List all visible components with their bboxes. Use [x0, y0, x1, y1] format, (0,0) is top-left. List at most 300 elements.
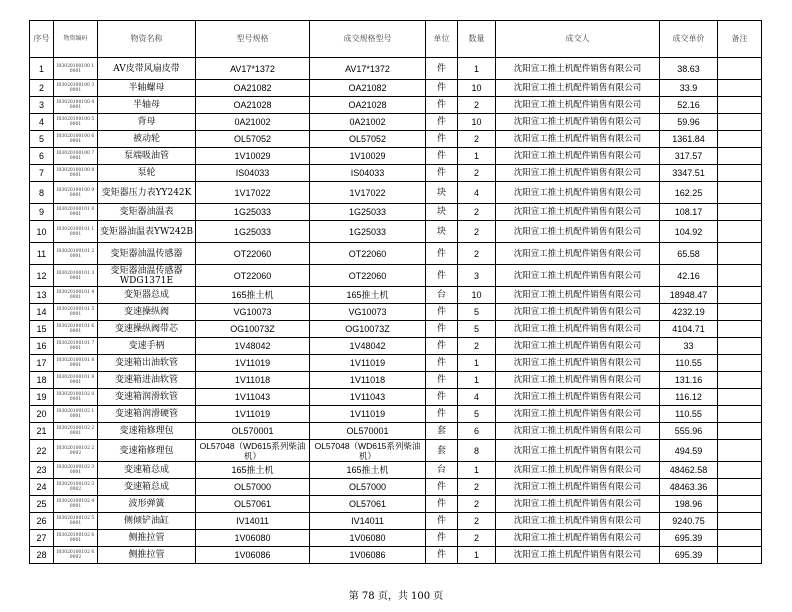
cell-material-code: I03020100100 60001 [54, 131, 98, 148]
cell-material-name: 变矩器总成 [98, 287, 196, 304]
cell-note [718, 80, 762, 97]
cell-unit: 块 [426, 204, 458, 221]
cell-deal-spec: 1V11018 [310, 372, 426, 389]
table-row [30, 114, 762, 131]
cell-unit: 件 [426, 372, 458, 389]
cell-note [718, 479, 762, 496]
cell-row-number: 23 [30, 462, 54, 479]
cell-note [718, 462, 762, 479]
cell-supplier: 沈阳宣工推土机配件销售有限公司 [496, 165, 660, 182]
cell-note [718, 221, 762, 243]
cell-unit: 件 [426, 131, 458, 148]
col-header-no: 序号 [30, 21, 54, 58]
cell-spec: 1G25033 [196, 204, 310, 221]
cell-deal-spec: 1G25033 [310, 204, 426, 221]
cell-material-name: 变矩器油温传感器 [98, 243, 196, 265]
cell-quantity: 2 [458, 97, 496, 114]
cell-deal-spec: OG10073Z [310, 321, 426, 338]
cell-deal-spec: 1V11043 [310, 389, 426, 406]
cell-supplier: 沈阳宣工推土机配件销售有限公司 [496, 58, 660, 80]
cell-deal-spec: IS04033 [310, 165, 426, 182]
cell-material-name: AV皮带风扇皮带 [98, 58, 196, 80]
cell-note [718, 148, 762, 165]
cell-spec: IV14011 [196, 513, 310, 530]
cell-supplier: 沈阳宣工推土机配件销售有限公司 [496, 304, 660, 321]
table-row [30, 321, 762, 338]
cell-note [718, 406, 762, 423]
table-row [30, 58, 762, 80]
cell-material-code: I03020100100 80001 [54, 165, 98, 182]
cell-material-code: I03020100100 30001 [54, 80, 98, 97]
cell-row-number: 3 [30, 97, 54, 114]
cell-supplier: 沈阳宣工推土机配件销售有限公司 [496, 80, 660, 97]
cell-spec: 1V17022 [196, 182, 310, 204]
cell-material-code: I03020100100 50001 [54, 114, 98, 131]
cell-row-number: 1 [30, 58, 54, 80]
table-row [30, 97, 762, 114]
cell-deal-spec: AV17*1372 [310, 58, 426, 80]
cell-row-number: 20 [30, 406, 54, 423]
cell-material-code: I03020100101 70001 [54, 338, 98, 355]
cell-quantity: 2 [458, 204, 496, 221]
table-row [30, 338, 762, 355]
cell-deal-spec: OT22060 [310, 243, 426, 265]
cell-deal-spec: OT22060 [310, 265, 426, 287]
cell-unit: 件 [426, 479, 458, 496]
cell-quantity: 2 [458, 221, 496, 243]
cell-material-code: I03020100101 00001 [54, 204, 98, 221]
table-row [30, 221, 762, 243]
cell-material-code: I03020100100 40001 [54, 97, 98, 114]
cell-unit: 件 [426, 530, 458, 547]
cell-quantity: 1 [458, 372, 496, 389]
cell-material-name: 变速箱进油软管 [98, 372, 196, 389]
cell-spec: 1V06086 [196, 547, 310, 564]
cell-unit: 件 [426, 338, 458, 355]
cell-note [718, 131, 762, 148]
cell-spec: 1V10029 [196, 148, 310, 165]
cell-supplier: 沈阳宣工推土机配件销售有限公司 [496, 204, 660, 221]
cell-unit-price: 33.9 [660, 80, 718, 97]
cell-row-number: 19 [30, 389, 54, 406]
cell-unit: 件 [426, 58, 458, 80]
cell-deal-spec: OL570001 [310, 423, 426, 440]
cell-note [718, 182, 762, 204]
cell-material-name: 变速手柄 [98, 338, 196, 355]
table-row [30, 513, 762, 530]
cell-material-name: 泵端吸油管 [98, 148, 196, 165]
cell-row-number: 18 [30, 372, 54, 389]
cell-deal-spec: OL57000 [310, 479, 426, 496]
cell-deal-spec: 1G25033 [310, 221, 426, 243]
cell-note [718, 355, 762, 372]
col-header-name: 物资名称 [98, 21, 196, 58]
cell-quantity: 2 [458, 243, 496, 265]
cell-quantity: 2 [458, 479, 496, 496]
cell-quantity: 1 [458, 148, 496, 165]
cell-spec: 1V48042 [196, 338, 310, 355]
cell-unit: 件 [426, 97, 458, 114]
cell-unit-price: 9240.75 [660, 513, 718, 530]
cell-material-code: I03020100100 70001 [54, 148, 98, 165]
cell-unit-price: 555.96 [660, 423, 718, 440]
cell-material-code: I03020100102 50001 [54, 513, 98, 530]
cell-quantity: 2 [458, 513, 496, 530]
cell-row-number: 2 [30, 80, 54, 97]
cell-material-code: I03020100100 90001 [54, 182, 98, 204]
procurement-table [29, 20, 762, 564]
cell-supplier: 沈阳宣工推土机配件销售有限公司 [496, 513, 660, 530]
col-header-spec: 型号规格 [196, 21, 310, 58]
cell-unit-price: 162.25 [660, 182, 718, 204]
cell-spec: OT22060 [196, 265, 310, 287]
col-header-supplier: 成交人 [496, 21, 660, 58]
cell-deal-spec: 165推土机 [310, 462, 426, 479]
table-row [30, 265, 762, 287]
cell-note [718, 440, 762, 462]
cell-spec: 1V11019 [196, 355, 310, 372]
cell-deal-spec: 1V06086 [310, 547, 426, 564]
cell-unit: 件 [426, 547, 458, 564]
cell-row-number: 24 [30, 479, 54, 496]
cell-material-code: I03020100101 80001 [54, 355, 98, 372]
cell-spec: OT22060 [196, 243, 310, 265]
cell-unit: 块 [426, 221, 458, 243]
cell-quantity: 2 [458, 530, 496, 547]
cell-deal-spec: VG10073 [310, 304, 426, 321]
cell-quantity: 1 [458, 58, 496, 80]
cell-supplier: 沈阳宣工推土机配件销售有限公司 [496, 182, 660, 204]
table-row [30, 165, 762, 182]
cell-supplier: 沈阳宣工推土机配件销售有限公司 [496, 97, 660, 114]
cell-note [718, 243, 762, 265]
cell-spec: OA21028 [196, 97, 310, 114]
cell-quantity: 10 [458, 287, 496, 304]
table-row [30, 80, 762, 97]
cell-material-code: I03020100101 10001 [54, 221, 98, 243]
cell-row-number: 26 [30, 513, 54, 530]
cell-supplier: 沈阳宣工推土机配件销售有限公司 [496, 406, 660, 423]
cell-note [718, 58, 762, 80]
cell-unit-price: 116.12 [660, 389, 718, 406]
cell-material-name: 变速箱出油软管 [98, 355, 196, 372]
cell-material-name: 变速箱润滑硬管 [98, 406, 196, 423]
cell-material-code: I03020100102 20002 [54, 440, 98, 462]
cell-note [718, 389, 762, 406]
cell-supplier: 沈阳宣工推土机配件销售有限公司 [496, 530, 660, 547]
cell-row-number: 14 [30, 304, 54, 321]
cell-spec: OA21082 [196, 80, 310, 97]
cell-row-number: 15 [30, 321, 54, 338]
cell-row-number: 25 [30, 496, 54, 513]
cell-quantity: 3 [458, 265, 496, 287]
cell-note [718, 513, 762, 530]
cell-unit: 件 [426, 165, 458, 182]
cell-material-name: 变速箱总成 [98, 462, 196, 479]
cell-quantity: 5 [458, 406, 496, 423]
cell-row-number: 9 [30, 204, 54, 221]
cell-supplier: 沈阳宣工推土机配件销售有限公司 [496, 479, 660, 496]
cell-note [718, 338, 762, 355]
cell-quantity: 4 [458, 182, 496, 204]
table-row [30, 389, 762, 406]
cell-quantity: 2 [458, 131, 496, 148]
cell-material-code: I03020100102 40001 [54, 496, 98, 513]
cell-spec: 1V11043 [196, 389, 310, 406]
cell-material-name: 半轴螺母 [98, 80, 196, 97]
cell-unit-price: 52.16 [660, 97, 718, 114]
cell-material-name: 半轴母 [98, 97, 196, 114]
cell-unit: 件 [426, 355, 458, 372]
cell-spec: AV17*1372 [196, 58, 310, 80]
cell-unit-price: 1361.84 [660, 131, 718, 148]
cell-unit: 台 [426, 287, 458, 304]
cell-material-name: 变矩器压力表YY242K [98, 182, 196, 204]
cell-supplier: 沈阳宣工推土机配件销售有限公司 [496, 496, 660, 513]
cell-row-number: 21 [30, 423, 54, 440]
col-header-code: 物资编码 [54, 21, 98, 58]
cell-unit-price: 33 [660, 338, 718, 355]
cell-material-name: 波形弹簧 [98, 496, 196, 513]
cell-supplier: 沈阳宣工推土机配件销售有限公司 [496, 243, 660, 265]
col-header-note: 备注 [718, 21, 762, 58]
cell-unit: 件 [426, 80, 458, 97]
cell-row-number: 17 [30, 355, 54, 372]
cell-note [718, 372, 762, 389]
cell-deal-spec: 165推土机 [310, 287, 426, 304]
cell-deal-spec: 1V11019 [310, 406, 426, 423]
cell-unit-price: 4232.19 [660, 304, 718, 321]
cell-spec: 165推土机 [196, 462, 310, 479]
cell-row-number: 4 [30, 114, 54, 131]
page-footer: 第 78 页，共 100 页 [348, 591, 444, 602]
cell-note [718, 547, 762, 564]
cell-material-code: I03020100101 50001 [54, 304, 98, 321]
cell-unit: 套 [426, 440, 458, 462]
cell-unit-price: 131.16 [660, 372, 718, 389]
cell-unit: 件 [426, 496, 458, 513]
table-row [30, 440, 762, 462]
cell-spec: OL57061 [196, 496, 310, 513]
cell-material-code: I03020100101 20001 [54, 243, 98, 265]
cell-supplier: 沈阳宣工推土机配件销售有限公司 [496, 423, 660, 440]
cell-deal-spec: 1V17022 [310, 182, 426, 204]
cell-unit-price: 65.58 [660, 243, 718, 265]
cell-deal-spec: IV14011 [310, 513, 426, 530]
cell-row-number: 16 [30, 338, 54, 355]
cell-quantity: 10 [458, 80, 496, 97]
cell-material-code: I03020100102 10001 [54, 406, 98, 423]
cell-material-code: I03020100101 60001 [54, 321, 98, 338]
cell-row-number: 13 [30, 287, 54, 304]
cell-unit: 台 [426, 462, 458, 479]
cell-unit-price: 38.63 [660, 58, 718, 80]
table-row [30, 287, 762, 304]
cell-material-name: 变矩器油温表YW242B [98, 221, 196, 243]
cell-material-code: I03020100101 90001 [54, 372, 98, 389]
cell-row-number: 8 [30, 182, 54, 204]
cell-note [718, 304, 762, 321]
cell-unit: 件 [426, 265, 458, 287]
cell-deal-spec: OA21082 [310, 80, 426, 97]
cell-material-name: 侧推拉管 [98, 547, 196, 564]
cell-supplier: 沈阳宣工推土机配件销售有限公司 [496, 372, 660, 389]
table-row [30, 406, 762, 423]
cell-deal-spec: OA21028 [310, 97, 426, 114]
cell-material-name: 变速箱修理包 [98, 440, 196, 462]
cell-quantity: 8 [458, 440, 496, 462]
cell-unit-price: 18948.47 [660, 287, 718, 304]
cell-unit-price: 4104.71 [660, 321, 718, 338]
cell-unit-price: 198.96 [660, 496, 718, 513]
table-row [30, 462, 762, 479]
cell-spec: OL57052 [196, 131, 310, 148]
cell-note [718, 423, 762, 440]
cell-supplier: 沈阳宣工推土机配件销售有限公司 [496, 131, 660, 148]
cell-row-number: 5 [30, 131, 54, 148]
cell-unit-price: 494.59 [660, 440, 718, 462]
cell-unit-price: 108.17 [660, 204, 718, 221]
cell-spec: IS04033 [196, 165, 310, 182]
cell-quantity: 4 [458, 389, 496, 406]
cell-unit: 件 [426, 321, 458, 338]
cell-quantity: 6 [458, 423, 496, 440]
cell-supplier: 沈阳宣工推土机配件销售有限公司 [496, 338, 660, 355]
table-row [30, 243, 762, 265]
cell-material-code: I03020100102 00001 [54, 389, 98, 406]
cell-supplier: 沈阳宣工推土机配件销售有限公司 [496, 321, 660, 338]
cell-spec: OL57000 [196, 479, 310, 496]
cell-unit: 件 [426, 114, 458, 131]
cell-deal-spec: 0A21002 [310, 114, 426, 131]
cell-material-name: 变速操纵阀 [98, 304, 196, 321]
cell-row-number: 11 [30, 243, 54, 265]
cell-material-name: 变速箱润滑软管 [98, 389, 196, 406]
table-row [30, 131, 762, 148]
cell-unit-price: 48462.58 [660, 462, 718, 479]
cell-deal-spec: OL57048（WD615系列柴油机） [310, 440, 426, 462]
cell-quantity: 10 [458, 114, 496, 131]
cell-supplier: 沈阳宣工推土机配件销售有限公司 [496, 265, 660, 287]
table-row [30, 355, 762, 372]
cell-material-name: 变矩器油温表 [98, 204, 196, 221]
cell-deal-spec: 1V06080 [310, 530, 426, 547]
table-row [30, 372, 762, 389]
cell-spec: 165推土机 [196, 287, 310, 304]
table-row [30, 148, 762, 165]
cell-unit-price: 59.96 [660, 114, 718, 131]
header-row [30, 21, 762, 58]
cell-material-name: 变速操纵阀带芯 [98, 321, 196, 338]
cell-material-code: I03020100102 30002 [54, 479, 98, 496]
cell-quantity: 2 [458, 338, 496, 355]
cell-spec: OL57048（WD615系列柴油机） [196, 440, 310, 462]
col-header-unit: 单位 [426, 21, 458, 58]
cell-material-code: I03020100100 10001 [54, 58, 98, 80]
cell-unit: 件 [426, 148, 458, 165]
table-row [30, 547, 762, 564]
cell-supplier: 沈阳宣工推土机配件销售有限公司 [496, 547, 660, 564]
cell-material-code: I03020100102 60001 [54, 530, 98, 547]
cell-spec: 1V06080 [196, 530, 310, 547]
cell-unit: 件 [426, 389, 458, 406]
cell-quantity: 1 [458, 547, 496, 564]
table-row [30, 423, 762, 440]
table-row [30, 479, 762, 496]
cell-deal-spec: 1V48042 [310, 338, 426, 355]
cell-spec: 0A21002 [196, 114, 310, 131]
cell-unit: 件 [426, 243, 458, 265]
cell-unit: 件 [426, 513, 458, 530]
col-header-price: 成交单价 [660, 21, 718, 58]
cell-note [718, 97, 762, 114]
cell-row-number: 12 [30, 265, 54, 287]
cell-deal-spec: OL57052 [310, 131, 426, 148]
cell-quantity: 2 [458, 165, 496, 182]
cell-material-code: I03020100101 30001 [54, 265, 98, 287]
cell-material-code: I03020100102 60002 [54, 547, 98, 564]
cell-quantity: 5 [458, 304, 496, 321]
cell-note [718, 496, 762, 513]
cell-unit: 块 [426, 182, 458, 204]
cell-spec: OG10073Z [196, 321, 310, 338]
cell-unit-price: 48463.36 [660, 479, 718, 496]
table-row [30, 496, 762, 513]
table-row [30, 182, 762, 204]
cell-row-number: 22 [30, 440, 54, 462]
cell-unit-price: 3347.51 [660, 165, 718, 182]
cell-unit-price: 695.39 [660, 530, 718, 547]
cell-spec: VG10073 [196, 304, 310, 321]
cell-unit-price: 104.92 [660, 221, 718, 243]
cell-spec: OL570001 [196, 423, 310, 440]
cell-supplier: 沈阳宣工推土机配件销售有限公司 [496, 389, 660, 406]
table-row [30, 530, 762, 547]
cell-spec: 1V11019 [196, 406, 310, 423]
cell-material-code: I03020100102 30001 [54, 462, 98, 479]
cell-supplier: 沈阳宣工推土机配件销售有限公司 [496, 440, 660, 462]
cell-material-name: 泵轮 [98, 165, 196, 182]
cell-unit: 件 [426, 406, 458, 423]
cell-row-number: 7 [30, 165, 54, 182]
cell-deal-spec: 1V10029 [310, 148, 426, 165]
table-row [30, 304, 762, 321]
cell-supplier: 沈阳宣工推土机配件销售有限公司 [496, 462, 660, 479]
cell-deal-spec: 1V11019 [310, 355, 426, 372]
cell-row-number: 27 [30, 530, 54, 547]
cell-supplier: 沈阳宣工推土机配件销售有限公司 [496, 221, 660, 243]
cell-unit: 件 [426, 304, 458, 321]
cell-supplier: 沈阳宣工推土机配件销售有限公司 [496, 355, 660, 372]
cell-note [718, 321, 762, 338]
cell-material-name: 侧推拉管 [98, 530, 196, 547]
col-header-qty: 数量 [458, 21, 496, 58]
cell-note [718, 165, 762, 182]
cell-supplier: 沈阳宣工推土机配件销售有限公司 [496, 148, 660, 165]
cell-material-code: I03020100102 20001 [54, 423, 98, 440]
cell-spec: 1V11018 [196, 372, 310, 389]
cell-note [718, 287, 762, 304]
cell-quantity: 5 [458, 321, 496, 338]
cell-unit-price: 695.39 [660, 547, 718, 564]
cell-unit-price: 42.16 [660, 265, 718, 287]
cell-row-number: 10 [30, 221, 54, 243]
cell-note [718, 204, 762, 221]
cell-unit-price: 317.57 [660, 148, 718, 165]
cell-unit-price: 110.55 [660, 406, 718, 423]
cell-quantity: 2 [458, 496, 496, 513]
col-header-deal-spec: 成交规格型号 [310, 21, 426, 58]
